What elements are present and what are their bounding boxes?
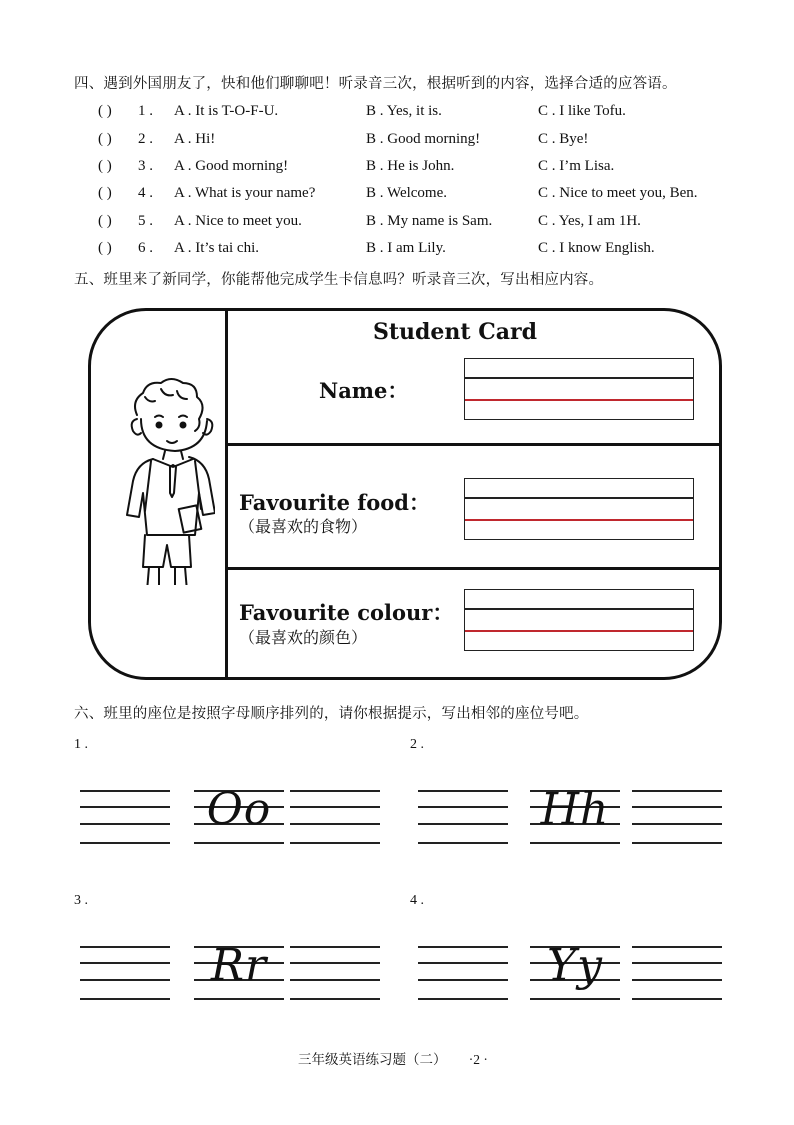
option-c: C . I’m Lisa.: [538, 158, 615, 174]
option-b: B . Good morning!: [366, 131, 481, 147]
item-number-1: 1 .: [74, 737, 88, 752]
option-a: A . Nice to meet you.: [174, 213, 302, 229]
option-b: B . Welcome.: [366, 185, 447, 201]
option-a: A . It’s tai chi.: [174, 240, 259, 256]
student-boy-illustration: [115, 375, 215, 585]
option-a: A . Good morning!: [174, 158, 289, 174]
guide-line-red: [465, 519, 693, 521]
given-letters: Rr: [210, 940, 268, 991]
option-c: C . I like Tofu.: [538, 103, 626, 119]
four-line-blank[interactable]: [80, 786, 170, 846]
option-b: B . My name is Sam.: [366, 213, 493, 229]
four-line-blank[interactable]: [418, 942, 508, 1002]
card-divider: [225, 311, 228, 677]
option-b: B . Yes, it is.: [366, 103, 442, 119]
question-row-2: [98, 131, 738, 153]
four-line-given: [530, 942, 620, 1002]
given-letters: Oo: [206, 784, 272, 835]
section-5-title: 五、班里来了新同学，你能帮他完成学生卡信息吗？听录音三次，写出相应内容。: [74, 272, 604, 288]
option-c: C . Nice to meet you, Ben.: [538, 185, 698, 201]
colour-sublabel: （最喜欢的颜色）: [239, 628, 368, 647]
four-line-given: [194, 786, 284, 846]
guide-line-red: [465, 399, 693, 401]
option-b: B . I am Lily.: [366, 240, 446, 256]
student-card: [88, 308, 722, 680]
four-line-given: [530, 786, 620, 846]
page-footer: [298, 1048, 488, 1068]
guide-line: [465, 377, 693, 379]
question-number: 1 .: [138, 103, 153, 119]
card-divider: [225, 443, 722, 446]
answer-blank[interactable]: ( ): [98, 158, 112, 174]
answer-blank[interactable]: ( ): [98, 185, 112, 201]
question-row-1: [98, 103, 738, 125]
guide-line: [465, 608, 693, 610]
question-row-5: [98, 213, 738, 235]
given-letters: Yy: [547, 940, 603, 991]
item-number-3: 3 .: [74, 893, 88, 908]
question-number: 5 .: [138, 213, 153, 229]
option-c: C . Bye!: [538, 131, 589, 147]
option-a: A . It is T-O-F-U.: [174, 103, 279, 119]
four-line-given: [194, 942, 284, 1002]
question-row-3: [98, 158, 738, 180]
food-label: Favourite food：: [239, 490, 430, 515]
card-title: Student Card: [373, 319, 537, 345]
question-row-6: [98, 240, 738, 262]
colour-label: Favourite colour：: [239, 600, 454, 625]
option-a: A . Hi!: [174, 131, 216, 147]
guide-line-red: [465, 630, 693, 632]
four-line-blank[interactable]: [418, 786, 508, 846]
question-number: 3 .: [138, 158, 153, 174]
four-line-blank[interactable]: [80, 942, 170, 1002]
item-number-2: 2 .: [410, 737, 424, 752]
name-write-box[interactable]: [464, 358, 694, 420]
page-number: ·2 ·: [468, 1052, 488, 1067]
answer-blank[interactable]: ( ): [98, 240, 112, 256]
question-number: 6 .: [138, 240, 153, 256]
question-number: 2 .: [138, 131, 153, 147]
answer-blank[interactable]: ( ): [98, 103, 112, 119]
four-line-blank[interactable]: [632, 786, 722, 846]
food-sublabel: （最喜欢的食物）: [239, 517, 368, 536]
guide-line: [465, 497, 693, 499]
answer-blank[interactable]: ( ): [98, 213, 112, 229]
name-label: Name：: [319, 378, 409, 403]
footer-title: 三年级英语练习题（二）: [298, 1052, 447, 1068]
option-c: C . I know English.: [538, 240, 655, 256]
four-line-blank[interactable]: [290, 786, 380, 846]
four-line-blank[interactable]: [290, 942, 380, 1002]
four-line-blank[interactable]: [632, 942, 722, 1002]
option-b: B . He is John.: [366, 158, 455, 174]
option-c: C . Yes, I am 1H.: [538, 213, 641, 229]
section-4-title: 四、遇到外国朋友了，快和他们聊聊吧！听录音三次，根据听到的内容，选择合适的应答语。: [74, 76, 677, 92]
question-row-4: [98, 185, 738, 207]
given-letters: Hh: [540, 784, 610, 835]
question-number: 4 .: [138, 185, 153, 201]
colour-write-box[interactable]: [464, 589, 694, 651]
item-number-4: 4 .: [410, 893, 424, 908]
answer-blank[interactable]: ( ): [98, 131, 112, 147]
section-6-title: 六、班里的座位是按照字母顺序排列的，请你根据提示，写出相邻的座位号吧。: [74, 706, 589, 722]
card-divider: [225, 567, 722, 570]
food-write-box[interactable]: [464, 478, 694, 540]
option-a: A . What is your name?: [174, 185, 316, 201]
